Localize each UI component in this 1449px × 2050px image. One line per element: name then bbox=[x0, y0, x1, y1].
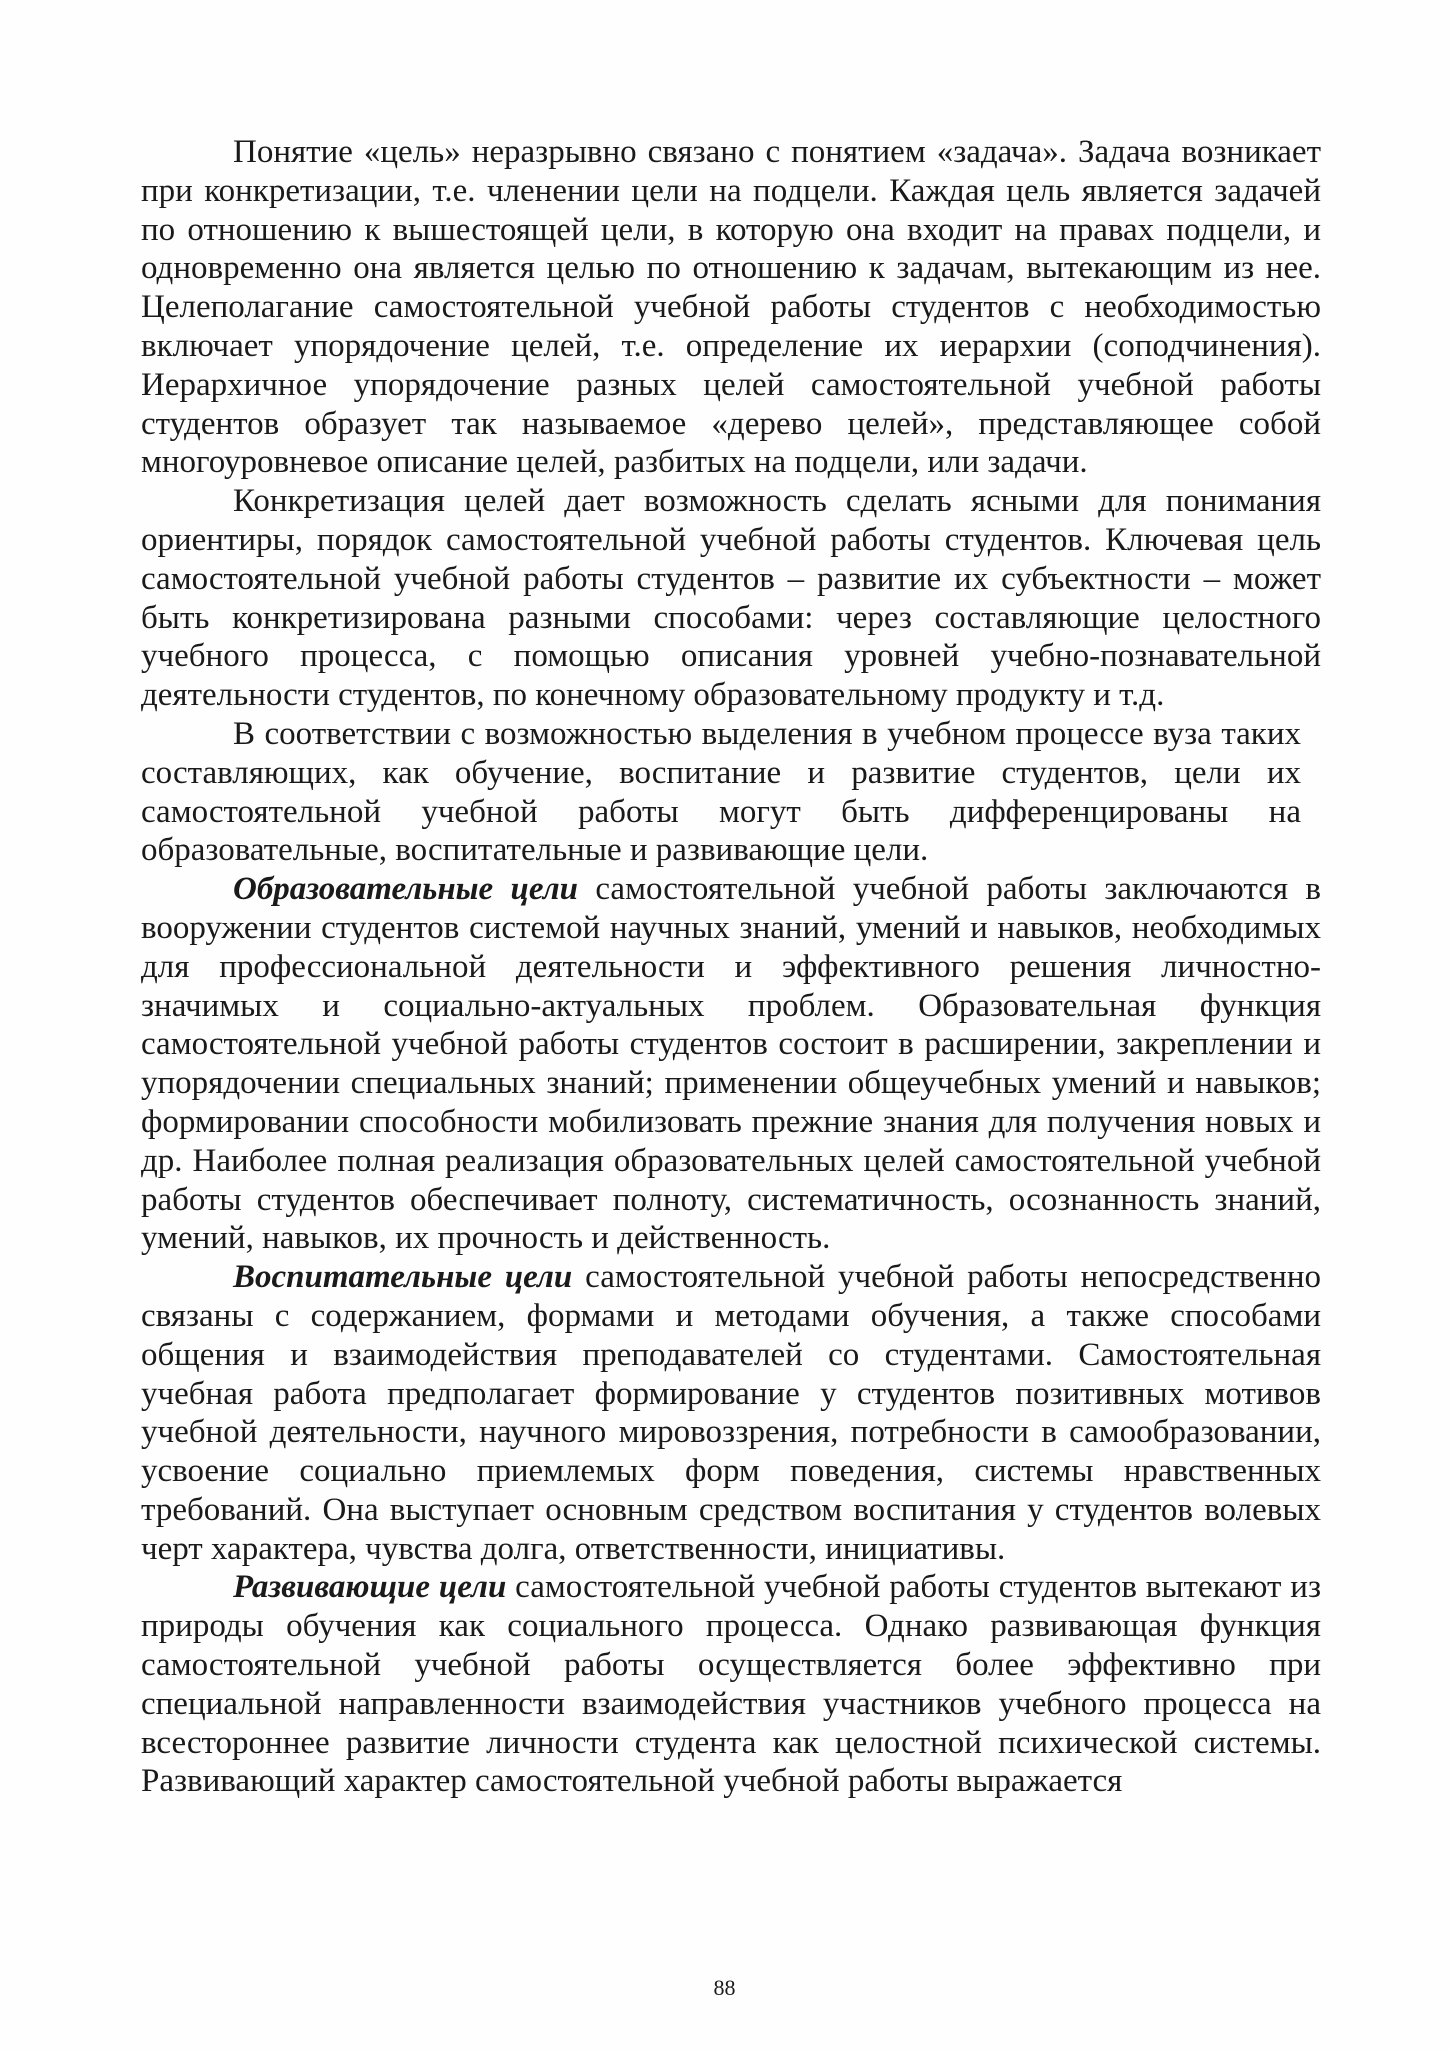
page-number: 88 bbox=[713, 1975, 736, 2000]
paragraph-goal-and-task bbox=[141, 133, 1321, 482]
paragraph-text: В соответствии с возможностью выделения в учебном процессе вуза таких составляющих, как обучение, воспитание и развитие студентов, цели их самостоятельной учебной работы могут быть дифференцированы на образовательные, воспитательные и развивающие цели. bbox=[141, 715, 1301, 869]
paragraph-goal-differentiation bbox=[141, 715, 1301, 870]
term-developing-goals: Развивающие цели bbox=[233, 1569, 507, 1606]
paragraph-text: самостоятельной учебной работы непосредственно связаны с содержанием, формами и методами обучения, а также способами общения и взаимодействия преподавателей со студентами. Самостоятельная учебная работа предполагает формирование у студентов позитивных мотивов учебной деятельности, научного мировоззрения, потребности в самообразовании, усвоение социально приемлемых форм поведения, системы нравственных требований. Она выступает основным средством воспитания у студентов волевых черт характера, чувства долга, ответственности, инициативы. bbox=[141, 1259, 1321, 1567]
paragraph-text: Конкретизация целей дает возможность сделать ясными для понимания ориентиры, порядок самостоятельной учебной работы студентов. Ключевая цель самостоятельной учебной работы студентов – развитие их субъектности – может быть конкретизирована разными способами: через составляющие целостного учебного процесса, с помощью описания уровней учебно-познавательной деятельности студентов, по конечному образовательному продукту и т.д. bbox=[141, 483, 1321, 714]
paragraph-goal-concretization bbox=[141, 482, 1321, 715]
paragraph-educational-goals bbox=[141, 870, 1321, 1258]
paragraph-developing-goals bbox=[141, 1568, 1321, 1801]
paragraph-upbringing-goals bbox=[141, 1258, 1321, 1568]
paragraph-text: самостоятельной учебной работы студентов вытекают из природы обучения как социального процесса. Однако развивающая функция самостоятельной учебной работы осуществляется более эффективно при специальной направленности взаимодействия участников учебного процесса на всестороннее развитие личности студента как целостной психической системы. Развивающий характер самостоятельной учебной работы выражается bbox=[141, 1569, 1322, 1800]
term-upbringing-goals: Воспитательные цели bbox=[233, 1259, 573, 1296]
paragraph-text: самостоятельной учебной работы заключаются в вооружении студентов системой научных знаний, умений и навыков, необходимых для профессиональной деятельности и эффективного решения личностно-значимых и социально-актуальных проблем. Образовательная функция самостоятельной учебной работы студентов состоит в расширении, закреплении и упорядочении специальных знаний; применении общеучебных умений и навыков; формировании способности мобилизовать прежние знания для получения новых и др. Наиболее полная реализация образовательных целей самостоятельной учебной работы студентов обеспечивает полноту, систематичность, осознанность знаний, умений, навыков, их прочность и действенность. bbox=[141, 871, 1321, 1257]
term-educational-goals: Образовательные цели bbox=[233, 871, 579, 908]
body-text bbox=[141, 133, 1321, 1801]
paragraph-text: Понятие «цель» неразрывно связано с понятием «задача». Задача возникает при конкретизации, т.е. членении цели на подцели. Каждая цель является задачей по отношению к вышестоящей цели, в которую она входит на правах подцели, и одновременно она является целью по отношению к задачам, вытекающим из нее. Целеполагание самостоятельной учебной работы студентов с необходимостью включает упорядочение целей, т.е. определение их иерархии (соподчинения). Иерархичное упорядочение разных целей самостоятельной учебной работы студентов образует так называемое «дерево целей», представляющее собой многоуровневое описание целей, разбитых на подцели, или задачи. bbox=[141, 134, 1321, 481]
